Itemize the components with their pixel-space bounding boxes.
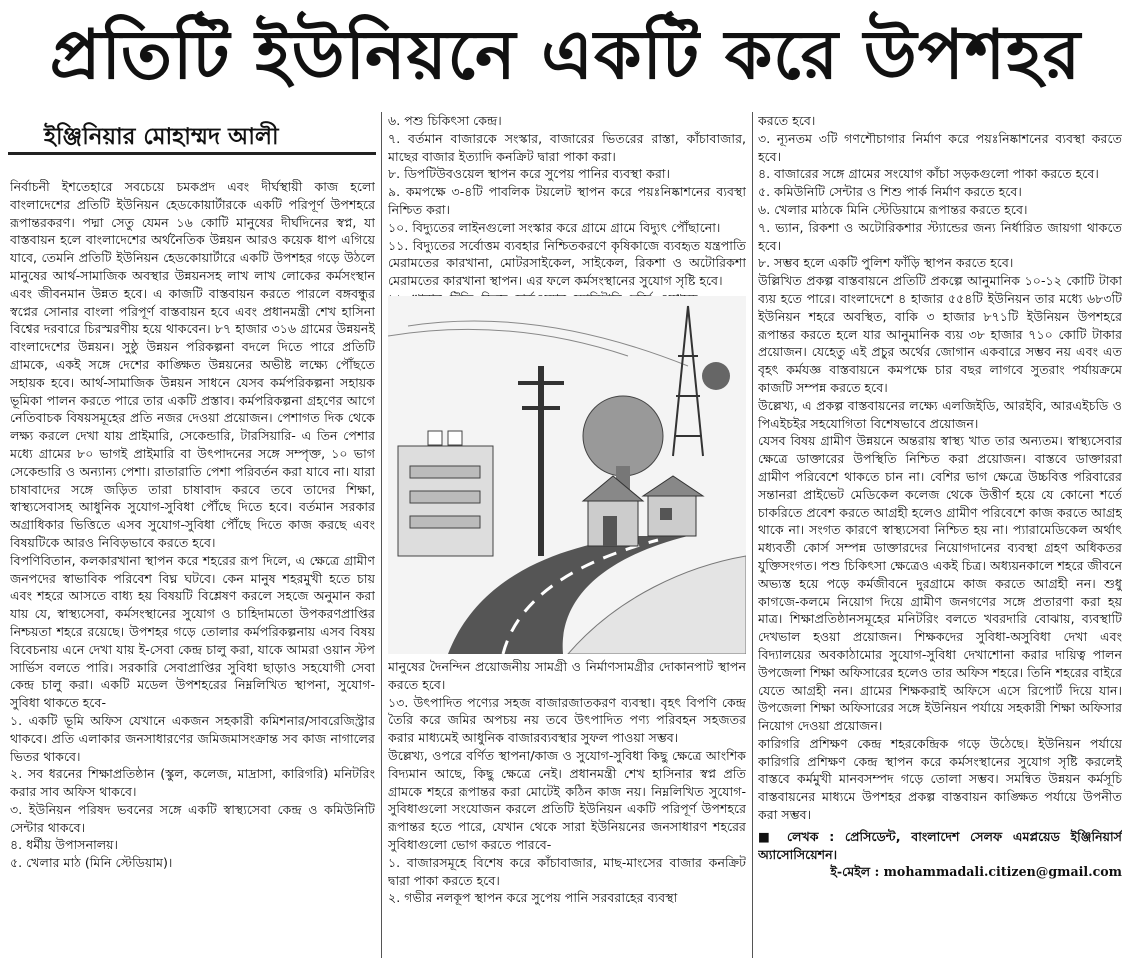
paragraph: কারিগরি প্রশিক্ষণ কেন্দ্র শহরকেন্দ্রিক গড়ে উঠেছে। ইউনিয়ন পর্যায়ে কারিগরি প্রশিক্ষণ কেন্দ্র স্থাপন করে কর্মসংস্থানের সুযোগ সৃষ্টি করলেই বাস্তবে কর্মমুখী মানবসম্পদ গড়ে তোলা সম্ভব। সমন্বিত উন্নয়ন কর্মসূচি বাস্তবায়নের মাধ্যমে উপশহর প্রকল্প বাস্তবায়ন কাঙ্ক্ষিত পর্যায়ে উপনীত করা সম্ভব। [758, 735, 1122, 823]
building-icon [398, 431, 493, 556]
author-email: ই-মেইল : mohammadali.citizen@gmail.com [830, 864, 1122, 880]
list-item: ৫. খেলার মাঠ (মিনি স্টেডিয়াম)। [10, 855, 173, 871]
list-item: ৮. সম্ভব হলে একটি পুলিশ ফাঁড়ি স্থাপন করতে হবে। [758, 255, 1014, 271]
article-column-1 [10, 178, 375, 958]
paragraph: নির্বাচনী ইশতেহারে সবচেয়ে চমকপ্রদ এবং দীর্ঘস্থায়ী কাজ হলো বাংলাদেশের প্রতিটি ইউনিয়ন হেডকোয়ার্টারকে একটি পরিপূর্ণ উপশহরে রূপান্তরকরণ। পদ্মা সেতু যেমন ১৬ কোটি মানুষের দীর্ঘদিনের স্বপ্ন, যা বাস্তবায়ন হলে বাংলাদেশের অর্থনৈতিক উন্নয়ন আরও কয়েক ধাপ এগিয়ে যাবে, তেমনি প্রতিটি ইউনিয়ন হেডকোয়ার্টারে একটি উপশহর গড়ে উঠলে মানুষের আর্থ-সামাজিক অবস্থার উন্নয়নসহ লাখ লাখ লোকের কর্মসংস্থান এবং জীবনমান উন্নত হবে। এ কাজটি বাস্তবায়ন করতে পারলে বঙ্গবন্ধুর স্বপ্নের সোনার বাংলা পরিপূর্ণ বাস্তবায়ন হবে এবং প্রধানমন্ত্রী শেখ হাসিনা বিশ্বের দরবারে চিরস্মরণীয় হয়ে থাকবেন। ৮৭ হাজার ৩১৬ গ্রামের উন্নয়নই বাংলাদেশের উন্নয়ন। সুষ্ঠু উন্নয়ন পরিকল্পনা বদলে দিতে পারে প্রতিটি গ্রামকে, একই সঙ্গে দেশের কাঙ্ক্ষিত উন্নয়নের অভীষ্ট লক্ষ্যে পৌঁছতে সহায়ক হবে। আর্থ-সামাজিক উন্নয়ন সাধনে যেসব কর্মপরিকল্পনা সহায়ক ভূমিকা পালন করতে পারে তার একটি প্রস্তাব। কর্মপরিকল্পনা গ্রহণের আগে নেতিবাচক বিষয়সমূহের প্রতি নজর দেওয়া প্রয়োজন। পেশাগত দিক থেকে লক্ষ্য করলে দেখা যায় প্রাইমারি, সেকেন্ডারি, টারসিয়ারি- এ তিন পেশার মধ্যে গ্রামের ৮০ ভাগই প্রাইমারি বা উৎপাদনের সঙ্গে সম্পৃক্ত, ১০ ভাগ সেকেন্ডারি ও অন্যান্য পেশা। রাতারাতি পেশা পরিবর্তন করা যাবে না। যারা চাষাবাদের সঙ্গে জড়িত তারা চাষাবাদ করবে তবে তাদের শিক্ষা, স্বাস্থ্যসেবাসহ আধুনিক সুযোগ-সুবিধা পৌঁছে দিতে হবে। বর্তমান সরকার অগ্রাধিকার ভিত্তিতে এসব সুযোগ-সুবিধা পৌঁছে দিতে কাজ করছে এবং বিষয়টিকে আরও নিবিড়ভাবে করতে হবে। [10, 179, 375, 550]
list-item: ৬. পশু চিকিৎসা কেন্দ্র। [388, 113, 502, 128]
article-column-2-bottom [388, 658, 746, 958]
list-item: ৩. ইউনিয়ন পরিষদ ভবনের সঙ্গে একটি স্বাস্থ্যসেবা কেন্দ্র ও কমিউনিটি সেন্টার থাকবে। [10, 801, 375, 835]
list-item: ৩. ন্যূনতম ৩টি গণশৌচাগার নির্মাণ করে পয়ঃনিষ্কাশনের ব্যবস্থা করতে হবে। [758, 130, 1122, 164]
author-credit: ■ লেখক : প্রেসিডেন্ট, বাংলাদেশ সেলফ এমপ্লয়েড ইঞ্জিনিয়ার্স অ্যাসোসিয়েশন। [758, 828, 1122, 862]
column-divider [381, 112, 382, 958]
paragraph: করতে হবে। [758, 113, 816, 128]
list-item: ১০. বিদ্যুতের লাইনগুলো সংস্কার করে গ্রামে গ্রামে বিদ্যুৎ পৌঁছানো। [388, 219, 721, 235]
byline: ইঞ্জিনিয়ার মোহাম্মদ আলী [44, 124, 279, 150]
article-column-3 [758, 112, 1122, 958]
paragraph: ১৩. উৎপাদিত পণ্যের সহজ বাজারজাতকরণ ব্যবস্থা। বৃহৎ বিপণি কেন্দ্র তৈরি করে জমির অপচয় নয় তবে উৎপাদিত পণ্য পরিবহন সহজতর করার মাধ্যমেই আধুনিক বাজারব্যবস্থার সুফল পাওয়া সম্ভব। [388, 694, 746, 746]
paragraph: উল্লিখিত প্রকল্প বাস্তবায়নে প্রতিটি প্রকল্পে আনুমানিক ১০-১২ কোটি টাকা ব্যয় হতে পারে। বাংলাদেশে ৪ হাজার ৫৫৪টি ইউনিয়ন তার মধ্যে ৬৮৩টি ইউনিয়ন শহরে অবস্থিত, বাকি ৩ হাজার ৮৭১টি ইউনিয়ন উপশহরে রূপান্তর করতে হলে যার আনুমানিক ব্যয় ৩৮ হাজার ৭১০ কোটি টাকার প্রয়োজন। যেহেতু এই প্রচুর অর্থের জোগান একবারে সম্ভব নয় এবং এত বৃহৎ কর্মযজ্ঞ বাস্তবায়নে কমপক্ষে চার বছর লাগবে সুতরাং পর্যায়ক্রমে কাজটি সম্পন্ন করতে হবে। [758, 273, 1122, 395]
list-item: ২. গভীর নলকূপ স্থাপন করে সুপেয় পানি সরবরাহের ব্যবস্থা [388, 890, 678, 906]
article-column-2-top [388, 112, 746, 312]
village-illustration [388, 296, 746, 654]
list-item: ১. একটি ভূমি অফিস যেখানে একজন সহকারী কমিশনার/সাবরেজিস্ট্রার থাকবে। প্রতি এলাকার জনসাধারণের জমিজমাসংক্রান্ত সব কাজ নাগালের ভিতর থাকবে। [10, 712, 375, 764]
paragraph: বিপণিবিতান, কলকারখানা স্থাপন করে শহরের রূপ দিলে, এ ক্ষেত্রে গ্রামীণ জনপদের স্বাভাবিক পরিবেশ বিঘ্ন ঘটবে। কেন মানুষ শহরমুখী হতে চায় এবং শহরে আসতে বাধ্য হয় বিষয়টি বিশ্লেষণ করলে সহজে অনুমান করা যায় যে, স্বাস্থ্যসেবা, কর্মসংস্থানের সুযোগ ও চাহিদামতো উপকরণপ্রাপ্তির নিশ্চয়তা শহরে রয়েছে। উপশহর গড়ে তোলার কর্মপরিকল্পনায় এসব বিষয় বিবেচনায় এনে দেখা যায় ই-সেবা কেন্দ্র চালু করা, যাকে আমরা ওয়ান স্টপ সার্ভিস বলতে পারি। সরকারি সেবাপ্রাপ্তির সুবিধা ছাড়াও সহযোগী সেবা কেন্দ্র চালু করা। একটি মডেল উপশহরের নিম্নলিখিত স্থাপনা, সুযোগ-সুবিধা থাকতে হবে- [10, 552, 375, 711]
list-item: ৪. বাজারের সঙ্গে গ্রামের সংযোগ কাঁচা সড়কগুলো পাকা করতে হবে। [758, 166, 1099, 182]
column-divider [752, 112, 753, 958]
list-item: ৭. ভ্যান, রিকশা ও অটোরিকশার স্ট্যান্ডের জন্য নির্ধারিত জায়গা থাকতে হবে। [758, 219, 1122, 253]
byline-rule [8, 152, 376, 155]
list-item: ১. বাজারসমূহে বিশেষ করে কাঁচাবাজার, মাছ-মাংসের বাজার কনক্রিট দ্বারা পাকা করতে হবে। [388, 854, 746, 888]
paragraph: যেসব বিষয় গ্রামীণ উন্নয়নে অন্তরায় স্বাস্থ্য খাত তার অন্যতম। স্বাস্থ্যসেবার ক্ষেত্রে ডাক্তারের উপস্থিতি নিশ্চিত করা প্রয়োজন। বাস্তবে ডাক্তাররা গ্রামীণ পরিবেশে থাকতে চান না। বেশির ভাগ ক্ষেত্রে উচ্চবিত্ত পরিবারের সন্তানরা প্রাইভেট মেডিকেল কলেজ থেকে উত্তীর্ণ হয়ে যে কোনো শর্তে চাকরিতে প্রবেশ করতে আগ্রহী হলেও গ্রামীণ পরিবেশে কাজ করতে আগ্রহ থাকে না। সংগত কারণে স্বাস্থ্যসেবা নিশ্চিত হয় না। প্যারামেডিকেল অর্থাৎ মধ্যবর্তী কোর্স সম্পন্ন ডাক্তারদের নিয়োগদানের ব্যবস্থা গ্রহণ অধিকতর যুক্তিসংগত। পশু চিকিৎসা ক্ষেত্রেও একই চিত্র। অধ্যয়নকালে শহরে জীবনে অভ্যস্ত হয়ে পড়ে কর্মজীবনে দুরগ্রামে কাজ করতে আগ্রহী নন। শুধু কাগজে-কলমে নিয়োগ দিয়ে গ্রামীণ জনগণের সঙ্গে প্রতারণা করা হয় মাত্র। শিক্ষাপ্রতিষ্ঠানসমূহের মনিটরিং বলতে খবরদারি বোঝায়, ব্যবস্থাটি দেখভাল হওয়া প্রয়োজন। শিক্ষকদের সুবিধা-অসুবিধা দেখা এবং বিদ্যালয়ের অবকাঠামোর সুযোগ-সুবিধা দেখাশোনা করার দায়িত্ব পালন উপজেলা শিক্ষা অফিসারের হলেও তার অফিস শহরে। তিনি শহরের বাইরে যেতে আগ্রহী নন। গ্রামের শিক্ষকরাই অফিসে এসে রিপোর্ট দিয়ে যান। উপজেলা শিক্ষা অফিসারের সঙ্গে ইউনিয়ন পর্যায়ে সহকারী শিক্ষা অফিসার নিয়োগ দেওয়া প্রয়োজন। [758, 433, 1122, 734]
list-item: ৮. ডিপটিউবওয়েল স্থাপন করে সুপেয় পানির ব্যবস্থা করা। [388, 166, 671, 182]
paragraph: উল্লেখ্য, এ প্রকল্প বাস্তবায়নের লক্ষ্যে এলজিইডি, আরইবি, আরএইচডি ও পিএইচইর সহযোগিতা বিশেষভাবে প্রয়োজন। [758, 397, 1122, 431]
list-item: ২. সব ধরনের শিক্ষাপ্রতিষ্ঠান (স্কুল, কলেজ, মাদ্রাসা, কারিগরি) মনিটরিং করার সাব অফিস থাকবে। [10, 766, 375, 800]
list-item: ৯. কমপক্ষে ৩-৪টি পাবলিক টয়লেট স্থাপন করে পয়ঃনিষ্কাশনের ব্যবস্থা নিশ্চিত করা। [388, 184, 746, 217]
list-item: ৫. কমিউনিটি সেন্টার ও শিশু পার্ক নির্মাণ করতে হবে। [758, 184, 1022, 200]
list-item: ৬. খেলার মাঠকে মিনি স্টেডিয়ামে রূপান্তর করতে হবে। [758, 201, 1028, 217]
illustration-svg [388, 296, 746, 654]
headline: প্রতিটি ইউনিয়নে একটি করে উপশহর [49, 16, 1082, 95]
paragraph: মানুষের দৈনন্দিন প্রয়োজনীয় সামগ্রী ও নির্মাণসামগ্রীর দোকানপাট স্থাপন করতে হবে। [388, 659, 746, 692]
paragraph: উল্লেখ্য, ওপরে বর্ণিত স্থাপনা/কাজ ও সুযোগ-সুবিধা কিছু ক্ষেত্রে আংশিক বিদ্যমান আছে, কিছু ক্ষেত্রে নেই। প্রধানমন্ত্রী শেখ হাসিনার স্বপ্ন প্রতি গ্রামকে শহরে রূপান্তর করা মোটেই কঠিন কাজ নয়। নিম্নলিখিত সুযোগ-সুবিধাগুলো সংযোজন করলে প্রতিটি ইউনিয়ন একটি পরিপূর্ণ উপশহরে রূপান্তর হতে পারে, যেখান থেকে সারা ইউনিয়নের জনসাধারণ শহরের সুবিধাগুলো ভোগ করতে পারবে- [388, 747, 746, 852]
list-item: ৪. ধর্মীয় উপাসনালয়। [10, 837, 119, 853]
list-item: ৭. বর্তমান বাজারকে সংস্কার, বাজারের ভিতরের রাস্তা, কাঁচাবাজার, মাছের বাজার ইত্যাদি কনক্রিট দ্বারা পাকা করা। [388, 130, 746, 164]
list-item: ১১. বিদ্যুতের সর্বোত্তম ব্যবহার নিশ্চিতকরণে কৃষিকাজে ব্যবহৃত যন্ত্রপাতি মেরামতের কারখানা, মোটরসাইকেল, সাইকেল, রিকশা ও অটোরিকশা মেরামতের কারখানা স্থাপন। এর ফলে কর্মসংস্থানের সুযোগ সৃষ্টি হবে। [388, 237, 746, 289]
